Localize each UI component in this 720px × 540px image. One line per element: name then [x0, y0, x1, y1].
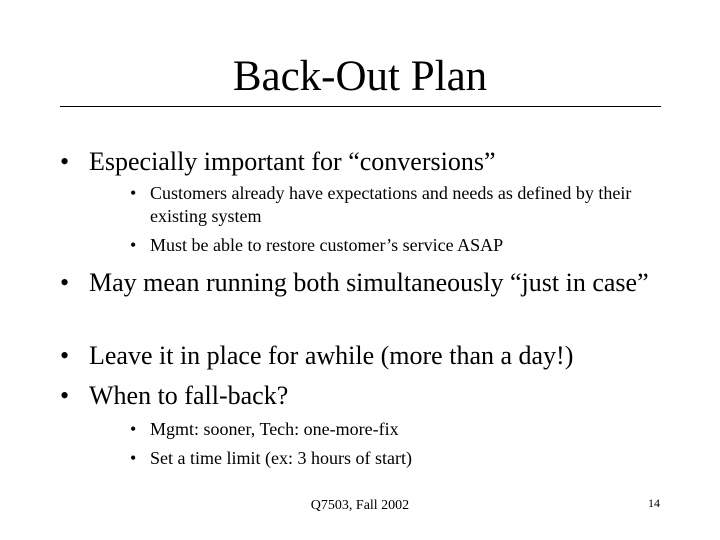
bullet-text: When to fall-back? — [89, 381, 289, 410]
sub-bullet-item — [130, 182, 660, 228]
bullet-text: May mean running both simultaneously “just in case” — [89, 268, 649, 297]
sub-bullet-text: Set a time limit (ex: 3 hours of start) — [150, 448, 412, 468]
bullet-item — [60, 268, 660, 298]
bullet-item — [60, 147, 660, 177]
sub-bullet-text: Must be able to restore customer’s service ASAP — [150, 235, 504, 255]
bullet-icon: • — [130, 183, 137, 203]
bullet-item — [60, 341, 660, 371]
bullet-icon: • — [130, 419, 137, 439]
bullet-item — [60, 381, 660, 411]
bullet-icon: • — [130, 235, 137, 255]
sub-bullet-item — [130, 234, 660, 257]
sub-bullet-item — [130, 418, 660, 441]
bullet-icon: • — [60, 147, 70, 176]
bullet-text: Leave it in place for awhile (more than a day!) — [89, 341, 574, 370]
sub-bullet-text: Customers already have expectations and needs as defined by their existing system — [150, 183, 632, 226]
footer-text: Q7503, Fall 2002 — [310, 498, 410, 513]
bullet-icon: • — [130, 448, 137, 468]
sub-bullet-text: Mgmt: sooner, Tech: one-more-fix — [150, 419, 399, 439]
bullet-icon: • — [60, 381, 70, 410]
bullet-icon: • — [60, 268, 70, 297]
page-number: 14 — [648, 496, 660, 510]
bullet-icon: • — [60, 341, 70, 370]
sub-bullet-item — [130, 447, 660, 470]
slide-title: Back-Out Plan — [232, 53, 488, 100]
title-divider — [60, 106, 661, 107]
bullet-text: Especially important for “conversions” — [89, 147, 496, 176]
